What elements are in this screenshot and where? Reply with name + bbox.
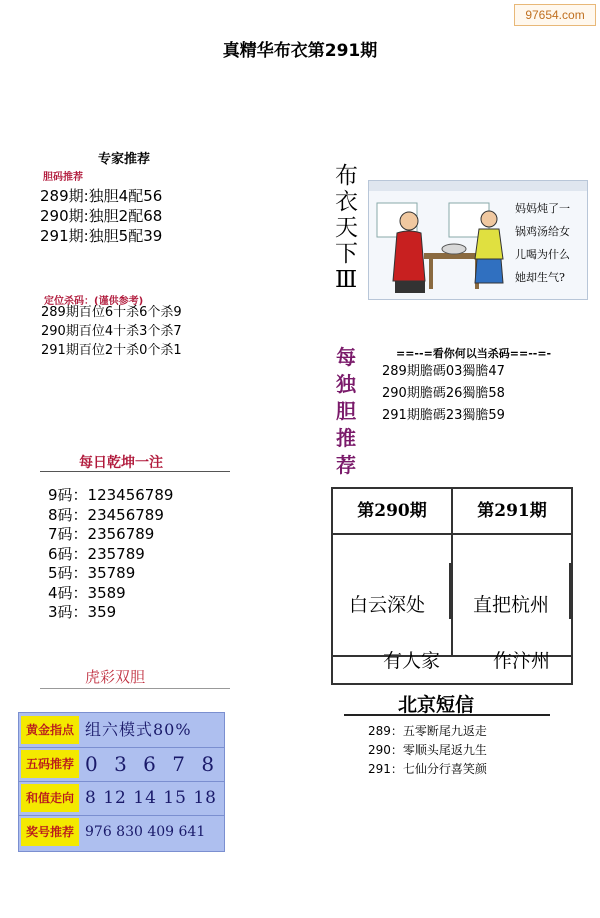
vertical-char: 天 — [335, 215, 358, 241]
huca-heading: 虎彩双胆 — [85, 668, 146, 686]
position-kill-list — [41, 303, 182, 360]
poem-right-line: 作汴州 — [493, 650, 551, 672]
table-row-value: 组六模式80% — [85, 720, 192, 739]
buyi-vertical-title — [335, 163, 358, 293]
expert-line: 291期:独胆5配39 — [40, 227, 163, 245]
huca-divider — [40, 688, 230, 689]
poem-right-cell — [453, 535, 571, 672]
expert-subheading: 胆码推荐 — [43, 172, 83, 183]
daily-heading: 每日乾坤一注 — [79, 455, 163, 471]
vertical-char: 独 — [336, 372, 356, 396]
daily-line: 4码：3589 — [48, 583, 126, 602]
expert-line: 290期:独胆2配68 — [40, 207, 163, 225]
vertical-char: Ⅲ — [335, 267, 358, 293]
daily-line: 8码：23456789 — [48, 505, 164, 524]
guess-list — [382, 361, 505, 427]
beijing-list — [368, 722, 487, 779]
table-row — [19, 747, 224, 782]
guess-heading: ==--=看你何以当杀码==--=- — [396, 347, 552, 360]
table-row-value: 8 12 14 15 18 — [85, 788, 217, 808]
position-kill-heading: 定位杀码：(谨供参考) — [44, 296, 144, 307]
table-row-label: 和值走向 — [21, 784, 79, 812]
vertical-char: 荐 — [336, 453, 356, 477]
vertical-char: 每 — [336, 345, 356, 369]
table-row-label: 五码推荐 — [21, 750, 79, 778]
cartoon-speech — [515, 197, 581, 289]
speech-line: 儿喝为什么 — [515, 248, 570, 261]
poem-left-line: 有人家 — [383, 650, 441, 672]
poem-table — [331, 487, 573, 685]
cartoon-panel — [368, 180, 588, 300]
table-row — [19, 781, 224, 816]
guess-line: 289期膽碼03獨膽47 — [382, 364, 505, 379]
guess-line: 291期膽碼23獨膽59 — [382, 408, 505, 423]
expert-list — [40, 186, 162, 246]
expert-line: 289期:独胆4配56 — [40, 187, 163, 205]
speech-line: 锅鸡汤给女 — [515, 225, 570, 238]
position-kill-line: 291期百位2十杀0个杀1 — [41, 343, 182, 358]
huca-table — [18, 712, 225, 852]
poem-table-body — [333, 535, 571, 672]
poem-left-cell — [333, 535, 453, 672]
table-row-label: 黄金指点 — [21, 716, 79, 744]
poem-head-left: 第290期 — [333, 489, 453, 533]
position-kill-line: 290期百位4十杀3个杀7 — [41, 324, 182, 339]
speech-line: 妈妈炖了一 — [515, 202, 570, 215]
daily-line: 9码：123456789 — [48, 486, 174, 504]
daily-list — [48, 486, 173, 623]
beijing-heading: 北京短信 — [398, 694, 475, 716]
page-title: 真精华布衣第291期 — [222, 41, 378, 61]
poem-head-right: 第291期 — [477, 501, 547, 521]
table-row-value: 976 830 409 641 — [85, 824, 206, 840]
vertical-char: 胆 — [336, 399, 356, 423]
vertical-char: 下 — [335, 241, 358, 267]
expert-heading: 专家推荐 — [98, 152, 151, 167]
beijing-line: 290：零顺头尾返九生 — [368, 743, 487, 757]
vertical-char: 衣 — [335, 189, 358, 215]
guess-line: 290期膽碼26獨膽58 — [382, 386, 505, 401]
table-row — [19, 713, 224, 748]
table-row — [19, 815, 224, 849]
speech-line: 她却生气? — [515, 271, 565, 284]
beijing-divider — [344, 714, 550, 716]
daily-line: 7码：2356789 — [48, 525, 155, 543]
beijing-line: 291：七仙分行喜笑颜 — [368, 762, 487, 776]
daily-divider — [40, 471, 230, 472]
beijing-line: 289：五零断尾九返走 — [368, 724, 487, 738]
poem-left-line: 白云深处 — [333, 563, 451, 619]
table-row-label: 奖号推荐 — [21, 818, 79, 846]
poem-table-header — [333, 489, 571, 535]
daily-line: 5码：35789 — [48, 564, 136, 582]
meidudan-vertical-title — [336, 344, 356, 479]
site-watermark: 97654.com — [514, 4, 596, 26]
poem-right-line: 直把杭州 — [453, 563, 571, 619]
vertical-char: 推 — [336, 426, 356, 450]
daily-line: 6码：235789 — [48, 544, 145, 563]
position-kill-line: 289期百位6十杀6个杀9 — [41, 305, 182, 320]
vertical-char: 布 — [335, 163, 358, 189]
daily-line: 3码：359 — [48, 603, 117, 621]
table-row-value: 0 3 6 7 8 — [85, 752, 220, 776]
